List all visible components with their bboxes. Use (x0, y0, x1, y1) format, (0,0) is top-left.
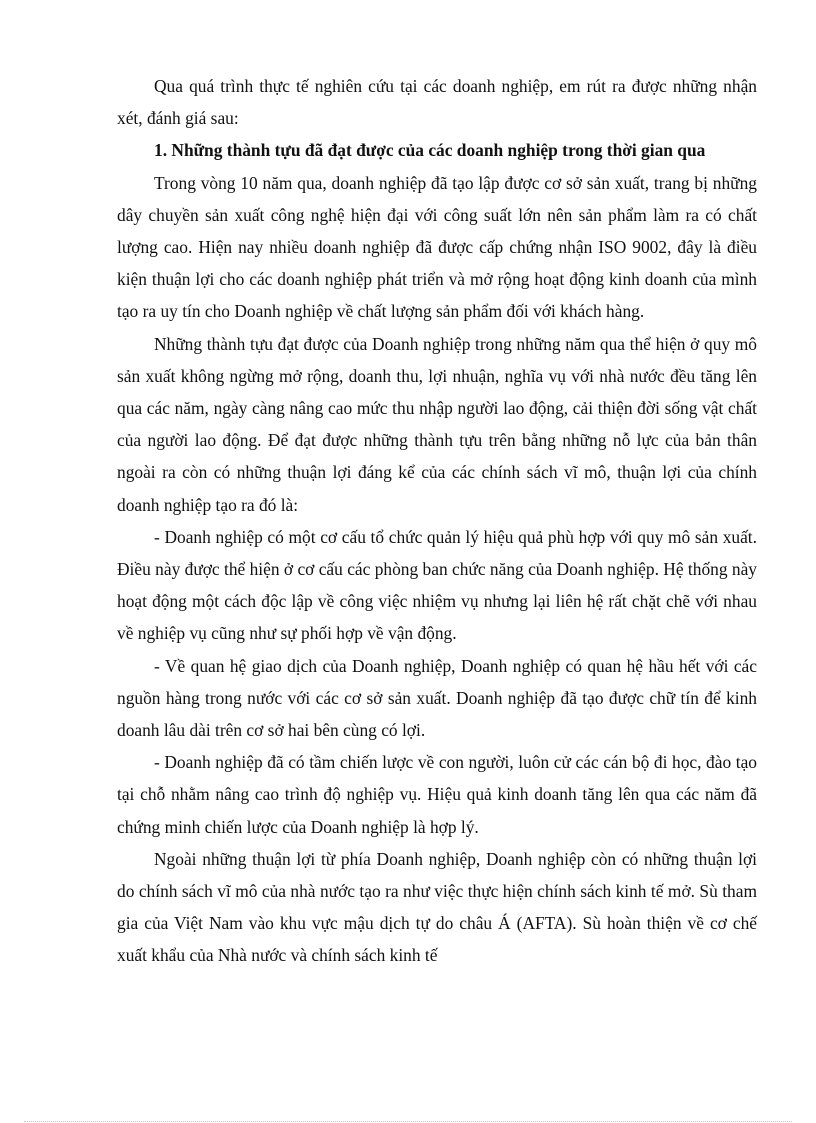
intro-paragraph: Qua quá trình thực tế nghiên cứu tại các doanh nghiệp, em rút ra được những nhận xét, đánh giá sau: (117, 76, 757, 129)
section-heading: 1. Những thành tựu đã đạt được của các doanh nghiệp trong thời gian qua (154, 140, 706, 161)
paragraph-macro-policy: Ngoài những thuận lợi từ phía Doanh nghiệp, Doanh nghiệp còn có những thuận lợi do chính sách vĩ mô của nhà nước tạo ra như việc thực hiện chính sách kinh tế mở. Sù tham gia của Việt Nam vào khu vực mậu dịch tự do châu Á (AFTA). Sù hoàn thiện về cơ chế xuất khẩu của Nhà nước và chính sách kinh tế (117, 848, 757, 966)
paragraph-results: Những thành tựu đạt được của Doanh nghiệp trong những năm qua thể hiện ở quy mô sản xuất không ngừng mở rộng, doanh thu, lợi nhuận, nghĩa vụ với nhà nước đều tăng lên qua các năm, ngày càng nâng cao mức thu nhập người lao động, cải thiện đời sống vật chất của người lao động. Để đạt được những thành tựu trên bằng những nỗ lực của bản thân ngoài ra còn có những thuận lợi đáng kể của các chính sách vĩ mô, thuận lợi của chính doanh nghiệp tạo ra đó là: (117, 333, 757, 515)
paragraph-org-structure: - Doanh nghiệp có một cơ cấu tổ chức quản lý hiệu quả phù hợp với quy mô sản xuất. Điều này được thể hiện ở cơ cấu các phòng ban chức năng của Doanh nghiệp. Hệ thống này hoạt động một cách độc lập về công việc nhiệm vụ nhưng lại liên hệ rất chặt chẽ với nhau về nghiệp vụ cũng như sự phối hợp về vận động. (117, 526, 757, 644)
document-body (117, 70, 757, 972)
paragraph-trade-relations: - Về quan hệ giao dịch của Doanh nghiệp, Doanh nghiệp có quan hệ hầu hết với các nguồn hàng trong nước với các cơ sở sản xuất. Doanh nghiệp đã tạo được chữ tín để kinh doanh lâu dài trên cơ sở hai bên cùng có lợi. (117, 655, 757, 741)
page-bottom-divider (24, 1121, 792, 1122)
paragraph-human-strategy: - Doanh nghiệp đã có tầm chiến lược về con người, luôn cử các cán bộ đi học, đào tạo tại chỗ nhằm nâng cao trình độ nghiệp vụ. Hiệu quả kinh doanh tăng lên qua các năm đã chứng minh chiến lược của Doanh nghiệp là hợp lý. (117, 752, 757, 837)
paragraph-achievements: Trong vòng 10 năm qua, doanh nghiệp đã tạo lập được cơ sở sản xuất, trang bị những dây chuyền sản xuất công nghệ hiện đại với công suất lớn nên sản phẩm làm ra có chất lượng cao. Hiện nay nhiều doanh nghiệp đã được cấp chứng nhận ISO 9002, đây là điều kiện thuận lợi cho các doanh nghiệp phát triển và mở rộng hoạt động kinh doanh của mình tạo ra uy tín cho Doanh nghiệp về chất lượng sản phẩm đối với khách hàng. (117, 172, 757, 322)
